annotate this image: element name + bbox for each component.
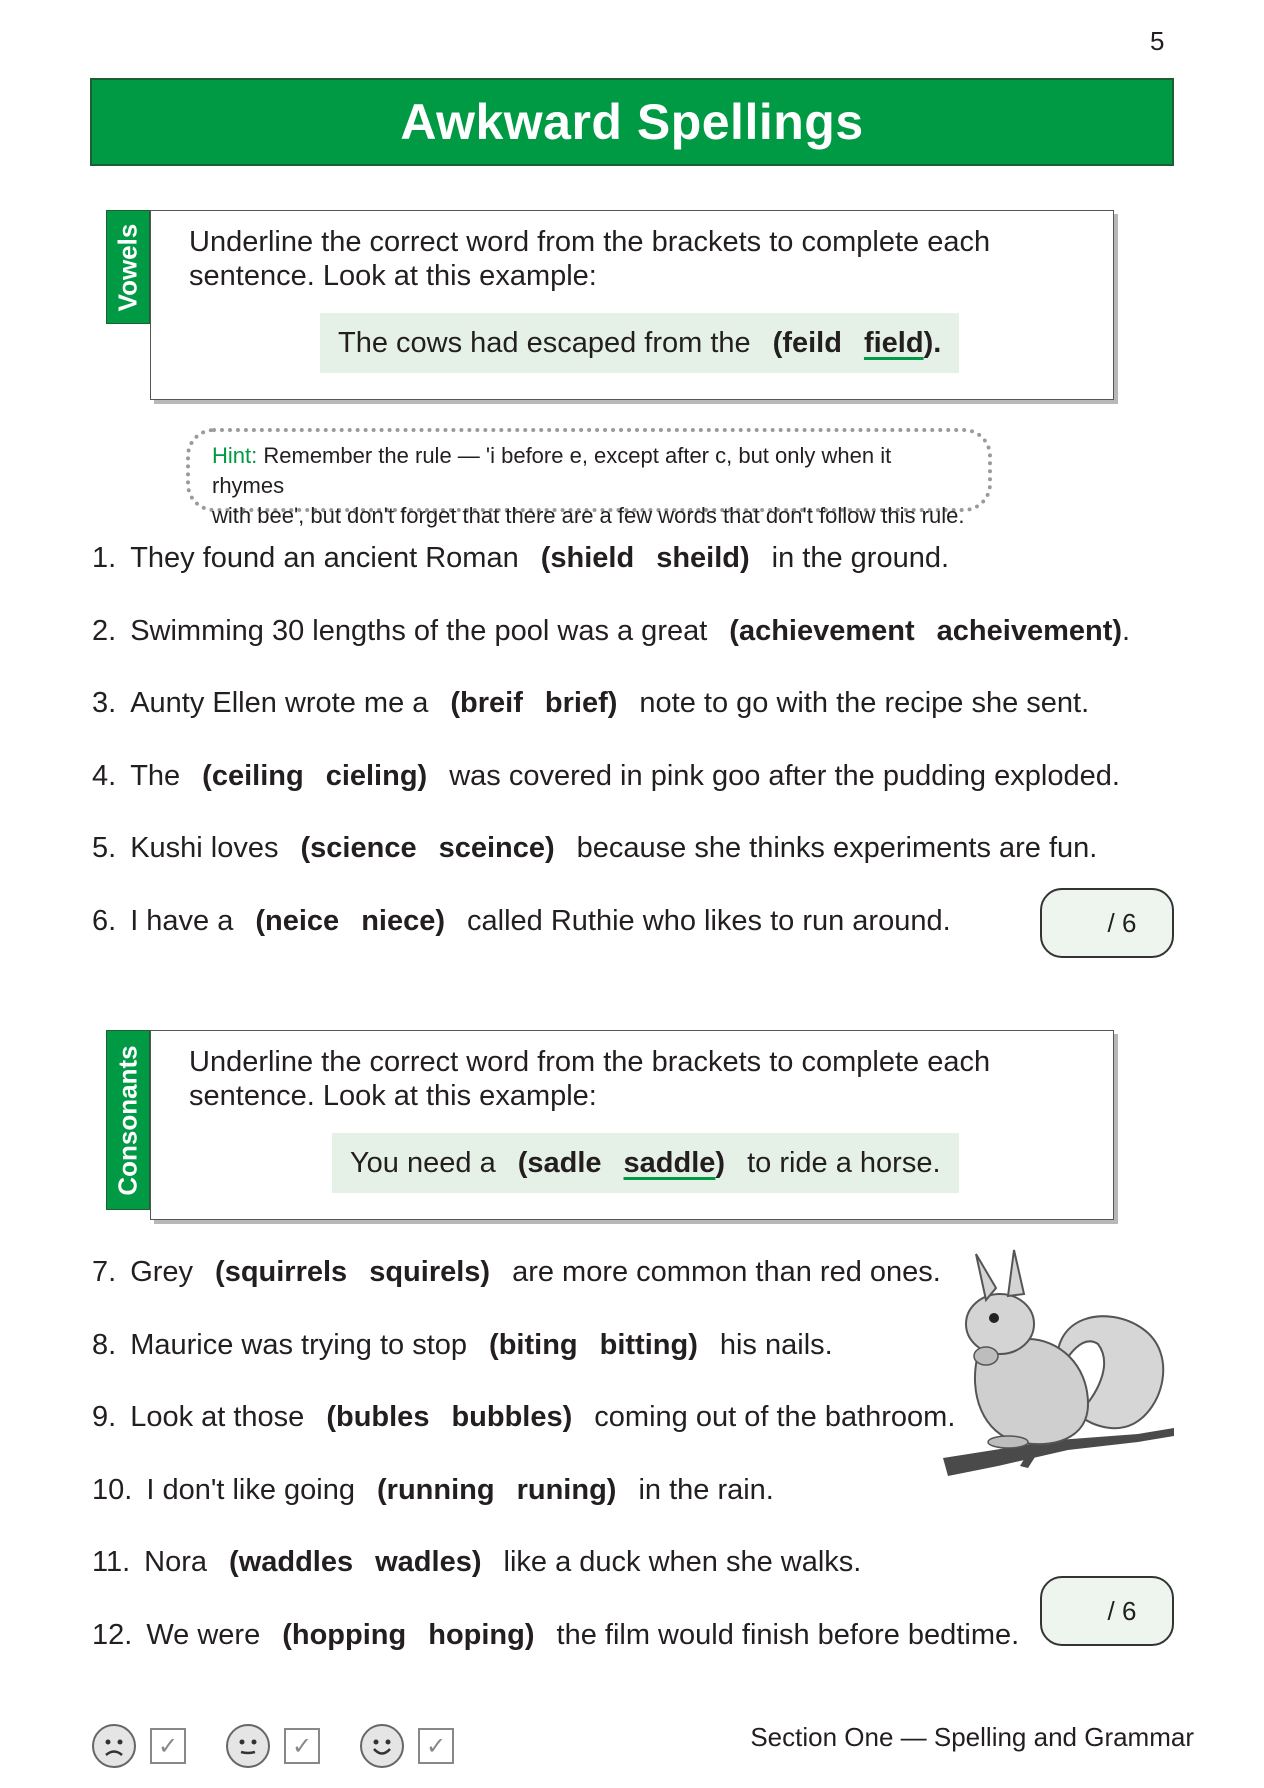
question-row bbox=[92, 1617, 1019, 1653]
question-row bbox=[92, 1472, 774, 1508]
question-text-after: . bbox=[1122, 614, 1131, 647]
question-number: 7. bbox=[92, 1256, 117, 1288]
question-row bbox=[92, 540, 949, 576]
option-1[interactable]: (neice bbox=[255, 904, 340, 937]
option-1[interactable]: (hopping bbox=[282, 1618, 407, 1651]
question-text-before: Maurice was trying to stop bbox=[130, 1328, 468, 1361]
vowels-instruction bbox=[189, 225, 1089, 293]
question-number: 8. bbox=[92, 1328, 117, 1361]
hint-text: Remember the rule — 'i before e, except after c, but only when it rhymes bbox=[212, 443, 892, 498]
question-number: 4. bbox=[92, 759, 117, 792]
question-text-after: in the ground. bbox=[771, 542, 950, 574]
question-row bbox=[92, 1254, 941, 1290]
question-text-before: Swimming 30 lengths of the pool was a great bbox=[130, 614, 708, 647]
option-2[interactable]: bubbles) bbox=[451, 1401, 573, 1433]
score-label: / 6 bbox=[1107, 1595, 1137, 1626]
self-assessment-neutral bbox=[226, 1722, 320, 1770]
hint-label: Hint: bbox=[212, 443, 258, 468]
self-assessment-happy bbox=[360, 1722, 454, 1770]
vowels-tab bbox=[106, 210, 150, 324]
page-title: Awkward Spellings bbox=[400, 94, 864, 150]
question-row bbox=[92, 1327, 833, 1363]
tick-box-icon[interactable]: ✓ bbox=[418, 1728, 454, 1764]
score-label: / 6 bbox=[1107, 907, 1137, 938]
instruction-line: Underline the correct word from the brackets to complete each bbox=[189, 226, 991, 258]
question-text-before: Aunty Ellen wrote me a bbox=[130, 687, 429, 719]
example-option-wrong: (feild bbox=[772, 326, 842, 359]
option-2[interactable]: acheivement) bbox=[936, 614, 1123, 647]
score-box-1[interactable] bbox=[1040, 888, 1174, 958]
option-1[interactable]: (waddles bbox=[229, 1546, 354, 1578]
option-2[interactable]: niece) bbox=[361, 904, 446, 937]
option-2[interactable]: hoping) bbox=[428, 1618, 535, 1651]
option-1[interactable]: (running bbox=[377, 1473, 495, 1506]
question-text-after: called Ruthie who likes to run around. bbox=[467, 904, 951, 937]
vowels-tab-label: Vowels bbox=[112, 223, 143, 311]
option-1[interactable]: (breif bbox=[450, 687, 523, 719]
happy-face-icon bbox=[360, 1724, 404, 1768]
question-row bbox=[92, 830, 1097, 866]
tick-box-icon[interactable]: ✓ bbox=[284, 1728, 320, 1764]
question-number: 2. bbox=[92, 614, 117, 647]
question-number: 12. bbox=[92, 1618, 133, 1651]
hint-line: with bee', but don't forget that there are a few words that don't follow this rule. bbox=[212, 503, 965, 528]
question-text-after: was covered in pink goo after the pudding exploded. bbox=[449, 759, 1120, 792]
question-number: 5. bbox=[92, 832, 117, 864]
sad-face-icon bbox=[92, 1724, 136, 1768]
example-text: You need a bbox=[350, 1146, 496, 1179]
option-2[interactable]: brief) bbox=[544, 687, 618, 719]
consonants-tab-label: Consonants bbox=[112, 1044, 143, 1196]
tick-box-icon[interactable]: ✓ bbox=[150, 1728, 186, 1764]
title-bar bbox=[90, 78, 1174, 166]
question-row bbox=[92, 613, 1130, 649]
example-text: The cows had escaped from the bbox=[338, 326, 751, 359]
hint-box bbox=[186, 428, 992, 528]
example-close: ) bbox=[715, 1146, 726, 1179]
vowels-instruction-box bbox=[150, 210, 1114, 400]
example-option-correct: saddle bbox=[623, 1146, 716, 1179]
question-text-after: in the rain. bbox=[638, 1473, 774, 1506]
question-text-before: They found an ancient Roman bbox=[130, 542, 519, 574]
question-row bbox=[92, 1544, 861, 1580]
question-number: 3. bbox=[92, 687, 117, 719]
question-row bbox=[92, 1399, 955, 1435]
option-2[interactable]: bitting) bbox=[599, 1328, 698, 1361]
question-number: 1. bbox=[92, 542, 117, 574]
option-1[interactable]: (ceiling bbox=[202, 759, 304, 792]
question-text-before: Nora bbox=[144, 1546, 208, 1578]
option-2[interactable]: squirels) bbox=[369, 1256, 491, 1288]
squirrel-illustration bbox=[938, 1244, 1178, 1480]
example-close: ). bbox=[923, 326, 942, 359]
option-2[interactable]: sheild) bbox=[656, 542, 750, 574]
question-number: 9. bbox=[92, 1401, 117, 1433]
hint-line bbox=[212, 441, 966, 501]
option-2[interactable]: runing) bbox=[516, 1473, 617, 1506]
question-row bbox=[92, 903, 951, 939]
question-text-before: Grey bbox=[130, 1256, 194, 1288]
instruction-line: sentence. Look at this example: bbox=[189, 1080, 597, 1112]
option-2[interactable]: wadles) bbox=[375, 1546, 482, 1578]
option-1[interactable]: (science bbox=[300, 832, 417, 864]
question-text-before: Look at those bbox=[130, 1401, 305, 1433]
question-text-before: We were bbox=[146, 1618, 261, 1651]
question-text-after: like a duck when she walks. bbox=[503, 1546, 862, 1578]
option-1[interactable]: (squirrels bbox=[215, 1256, 348, 1288]
question-text-after: note to go with the recipe she sent. bbox=[639, 687, 1090, 719]
question-text-after: his nails. bbox=[719, 1328, 833, 1361]
example-option-wrong: (sadle bbox=[517, 1146, 602, 1179]
consonants-instruction bbox=[189, 1045, 1089, 1113]
option-1[interactable]: (biting bbox=[489, 1328, 578, 1361]
option-1[interactable]: (achievement bbox=[729, 614, 915, 647]
question-number: 11. bbox=[92, 1546, 131, 1578]
question-text-after: coming out of the bathroom. bbox=[594, 1401, 956, 1433]
neutral-face-icon bbox=[226, 1724, 270, 1768]
question-text-before: I don't like going bbox=[146, 1473, 356, 1506]
option-1[interactable]: (bubles bbox=[326, 1401, 430, 1433]
consonants-instruction-box bbox=[150, 1030, 1114, 1220]
score-box-2[interactable] bbox=[1040, 1576, 1174, 1646]
question-text-before: The bbox=[130, 759, 181, 792]
example-option-correct: field bbox=[863, 326, 924, 359]
question-number: 10. bbox=[92, 1473, 133, 1506]
example-text: to ride a horse. bbox=[747, 1146, 941, 1179]
question-number: 6. bbox=[92, 904, 117, 937]
question-row bbox=[92, 758, 1120, 794]
question-text-after: the film would finish before bedtime. bbox=[556, 1618, 1020, 1651]
footer-section-title: Section One — Spelling and Grammar bbox=[750, 1722, 1194, 1752]
question-text-before: Kushi loves bbox=[130, 832, 279, 864]
consonants-example bbox=[332, 1133, 959, 1193]
instruction-line: sentence. Look at this example: bbox=[189, 260, 597, 292]
consonants-tab bbox=[106, 1030, 150, 1210]
instruction-line: Underline the correct word from the brackets to complete each bbox=[189, 1046, 991, 1078]
question-row bbox=[92, 685, 1089, 721]
option-1[interactable]: (shield bbox=[540, 542, 635, 574]
option-2[interactable]: sceince) bbox=[438, 832, 555, 864]
option-2[interactable]: cieling) bbox=[325, 759, 428, 792]
question-text-before: I have a bbox=[130, 904, 234, 937]
self-assessment-sad bbox=[92, 1722, 186, 1770]
vowels-example bbox=[320, 313, 959, 373]
question-text-after: because she thinks experiments are fun. bbox=[576, 832, 1098, 864]
question-text-after: are more common than red ones. bbox=[512, 1256, 941, 1288]
page-number: 5 bbox=[1150, 26, 1165, 56]
